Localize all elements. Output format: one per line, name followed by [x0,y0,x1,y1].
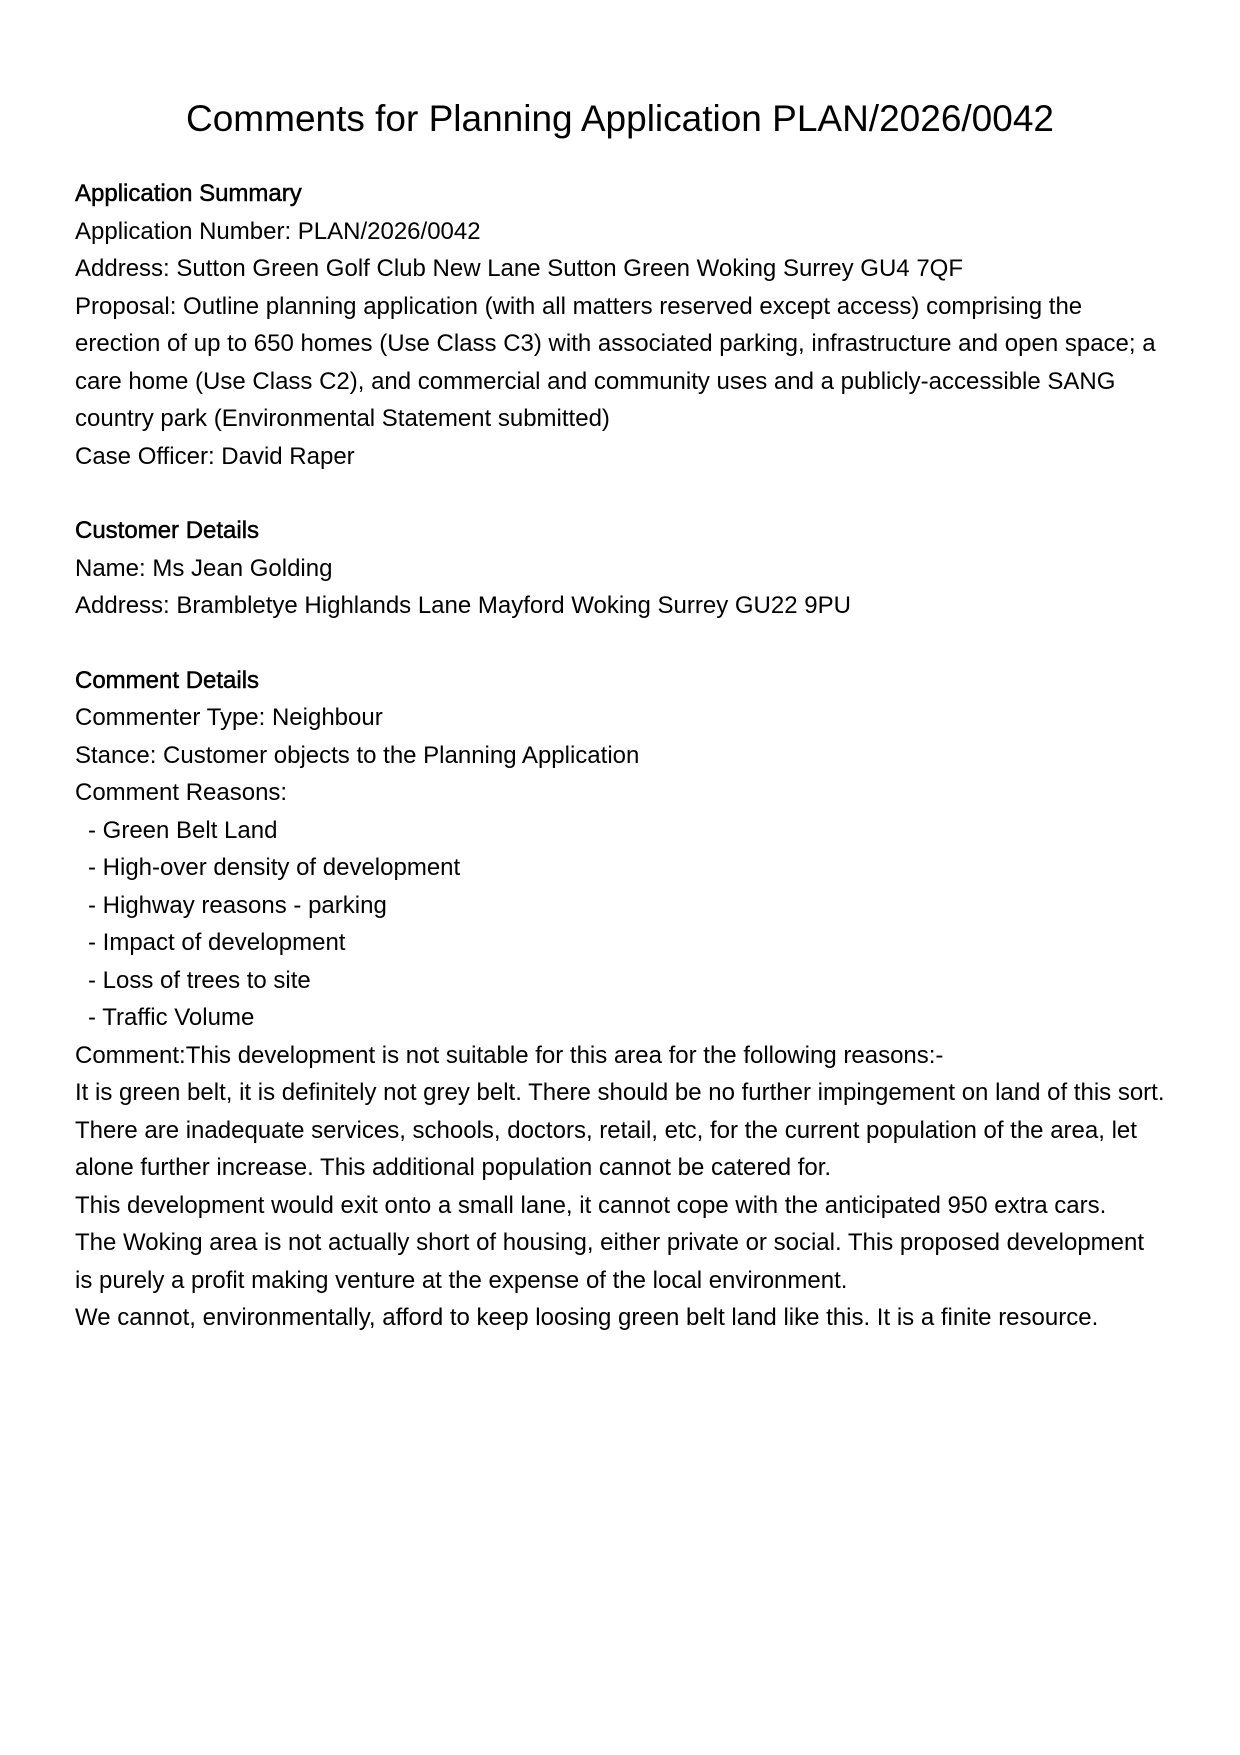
comment-intro: Comment:This development is not suitable for this area for the following reasons:- [75,1041,944,1069]
comment-reasons-label: Comment Reasons: [75,779,288,806]
customer-details-heading: Customer Details [75,517,260,544]
comment-paragraph: The Woking area is not actually short of housing, either private or social. This proposed development is purely a profit making venture at the expense of the local environment. [75,1229,1145,1294]
customer-details-section [75,512,1165,625]
customer-name: Name: Ms Jean Golding [75,554,333,582]
comment-reason-item: - Loss of trees to site [88,966,311,994]
comment-paragraph: We cannot, environmentally, afford to keep loosing green belt land like this. It is a finite resource. [75,1304,1099,1331]
application-number: Application Number: PLAN/2026/0042 [75,217,481,245]
stance: Stance: Customer objects to the Planning Application [75,741,640,769]
comment-reason-item: - Impact of development [88,929,346,956]
application-summary-section [75,175,1165,475]
comment-paragraph: This development would exit onto a small lane, it cannot cope with the anticipated 950 extra cars. [75,1191,1107,1219]
comment-details-heading: Comment Details [75,666,260,694]
comment-reason-item: - High-over density of development [88,854,461,881]
proposal-text: Proposal: Outline planning application (with all matters reserved except access) comprising the erection of up to 650 homes (Use Class C3) with associated parking, infrastructure and open space; a care home (Use Class C2), and commercial and community uses and a publicly-accessible SANG country park (Environmental Statement submitted) [75,292,1163,432]
application-summary-heading: Application Summary [75,180,302,207]
comment-paragraph: There are inadequate services, schools, doctors, retail, etc, for the current population of the area, let alone further increase. This additional population cannot be catered for. [75,1116,1137,1181]
case-officer: Case Officer: David Raper [75,442,355,470]
comment-reason-item: - Highway reasons - parking [88,891,387,919]
page-title: Comments for Planning Application PLAN/2026/0042 [186,98,1054,139]
comment-paragraph: It is green belt, it is definitely not grey belt. There should be no further impingement on land of this sort. [75,1079,1165,1106]
comment-reason-item: - Green Belt Land [88,816,278,844]
comment-details-section [75,662,1165,1337]
customer-address: Address: Brambletye Highlands Lane Mayford Woking Surrey GU22 9PU [75,592,851,619]
site-address: Address: Sutton Green Golf Club New Lane Sutton Green Woking Surrey GU4 7QF [75,255,963,282]
comment-reasons-list [75,812,1165,1037]
commenter-type: Commenter Type: Neighbour [75,704,383,731]
comment-reason-item: - Traffic Volume [88,1004,255,1031]
